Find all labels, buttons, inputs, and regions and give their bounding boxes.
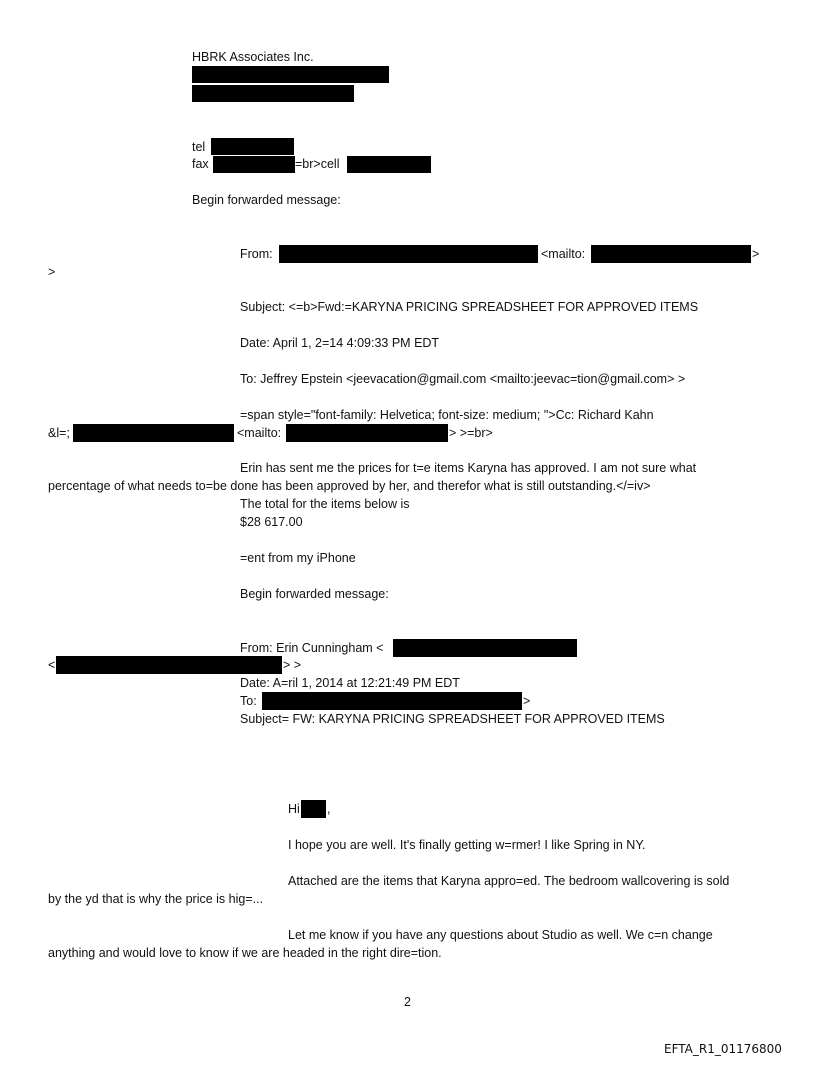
msg1-from-label: From: (240, 247, 273, 261)
redaction-msg2-to (262, 692, 522, 710)
company-name: HBRK Associates Inc. (192, 50, 314, 64)
msg1-body-line1: Erin has sent me the prices for t=e items Karyna has approved. I am not sure what (240, 461, 697, 475)
msg1-sent-from: =ent from my iPhone (240, 551, 356, 565)
begin-forwarded-2: Begin forwarded message: (240, 587, 389, 601)
msg1-to: To: Jeffrey Epstein <jeevacation@gmail.com <mailto:jeevac=tion@gmail.com> > (240, 372, 686, 386)
body-p3-line1: Let me know if you have any questions about Studio as well. We c=n change (288, 928, 713, 942)
msg1-body-line2: percentage of what needs to=be done has been approved by her, and therefor what is still outstanding.</=iv> (48, 479, 651, 493)
redaction-msg1-from-name (279, 245, 538, 263)
msg2-from: From: Erin Cunningham < (240, 641, 384, 655)
body-p3-line2: anything and would love to know if we are headed in the right dire=tion. (48, 946, 442, 960)
page-number: 2 (404, 995, 411, 1009)
msg1-total-line: The total for the items below is (240, 497, 410, 511)
tel-label: tel (192, 140, 206, 154)
fax-label: fax (192, 157, 209, 171)
redaction-address-line2 (192, 85, 354, 102)
redaction-cell (347, 156, 431, 173)
redaction-cc-name (73, 424, 234, 442)
msg2-to-close: > (523, 694, 531, 708)
msg2-to: To: (240, 694, 257, 708)
greeting-comma: , (327, 802, 331, 816)
msg1-cc-mailto: <mailto: (237, 426, 282, 440)
msg2-from-lt: < (48, 658, 56, 672)
redaction-msg2-from-email2 (56, 656, 282, 674)
msg1-subject: Subject: <=b>Fwd:=KARYNA PRICING SPREADSHEET FOR APPROVED ITEMS (240, 300, 699, 314)
redaction-cc-email (286, 424, 448, 442)
msg2-date: Date: A=ril 1, 2014 at 12:21:49 PM EDT (240, 676, 460, 690)
msg1-from-mailto: <mailto: (541, 247, 586, 261)
msg1-from-close: > (752, 247, 760, 261)
begin-forwarded-1: Begin forwarded message: (192, 193, 341, 207)
greeting: Hi (288, 802, 300, 816)
msg2-subject: Subject= FW: KARYNA PRICING SPREADSHEET FOR APPROVED ITEMS (240, 712, 665, 726)
body-p1: I hope you are well. It's finally getting w=rmer! I like Spring in NY. (288, 838, 646, 852)
msg1-from-overflow: > (48, 265, 56, 279)
redaction-greeting-name (301, 800, 326, 818)
redaction-tel (211, 138, 294, 155)
body-p2-line1: Attached are the items that Karyna appro=ed. The bedroom wallcovering is sold (288, 874, 730, 888)
redaction-fax (213, 156, 295, 173)
document-id: EFTA_R1_01176800 (664, 1042, 782, 1056)
redaction-msg1-from-email (591, 245, 751, 263)
redaction-address-line1 (192, 66, 389, 83)
msg2-from-close: > > (283, 658, 302, 672)
redaction-msg2-from-email (393, 639, 577, 657)
msg1-cc: =span style="font-family: Helvetica; font-size: medium; ">Cc: Richard Kahn (240, 408, 654, 422)
body-p2-line2: by the yd that is why the price is hig=... (48, 892, 264, 906)
fax-cell-text: =br>cell (295, 157, 340, 171)
msg1-cc-prefix: &l=; (48, 426, 70, 440)
msg1-total-amount: $28 617.00 (240, 515, 303, 529)
msg1-cc-close: > >=br> (449, 426, 493, 440)
msg1-date: Date: April 1, 2=14 4:09:33 PM EDT (240, 336, 440, 350)
